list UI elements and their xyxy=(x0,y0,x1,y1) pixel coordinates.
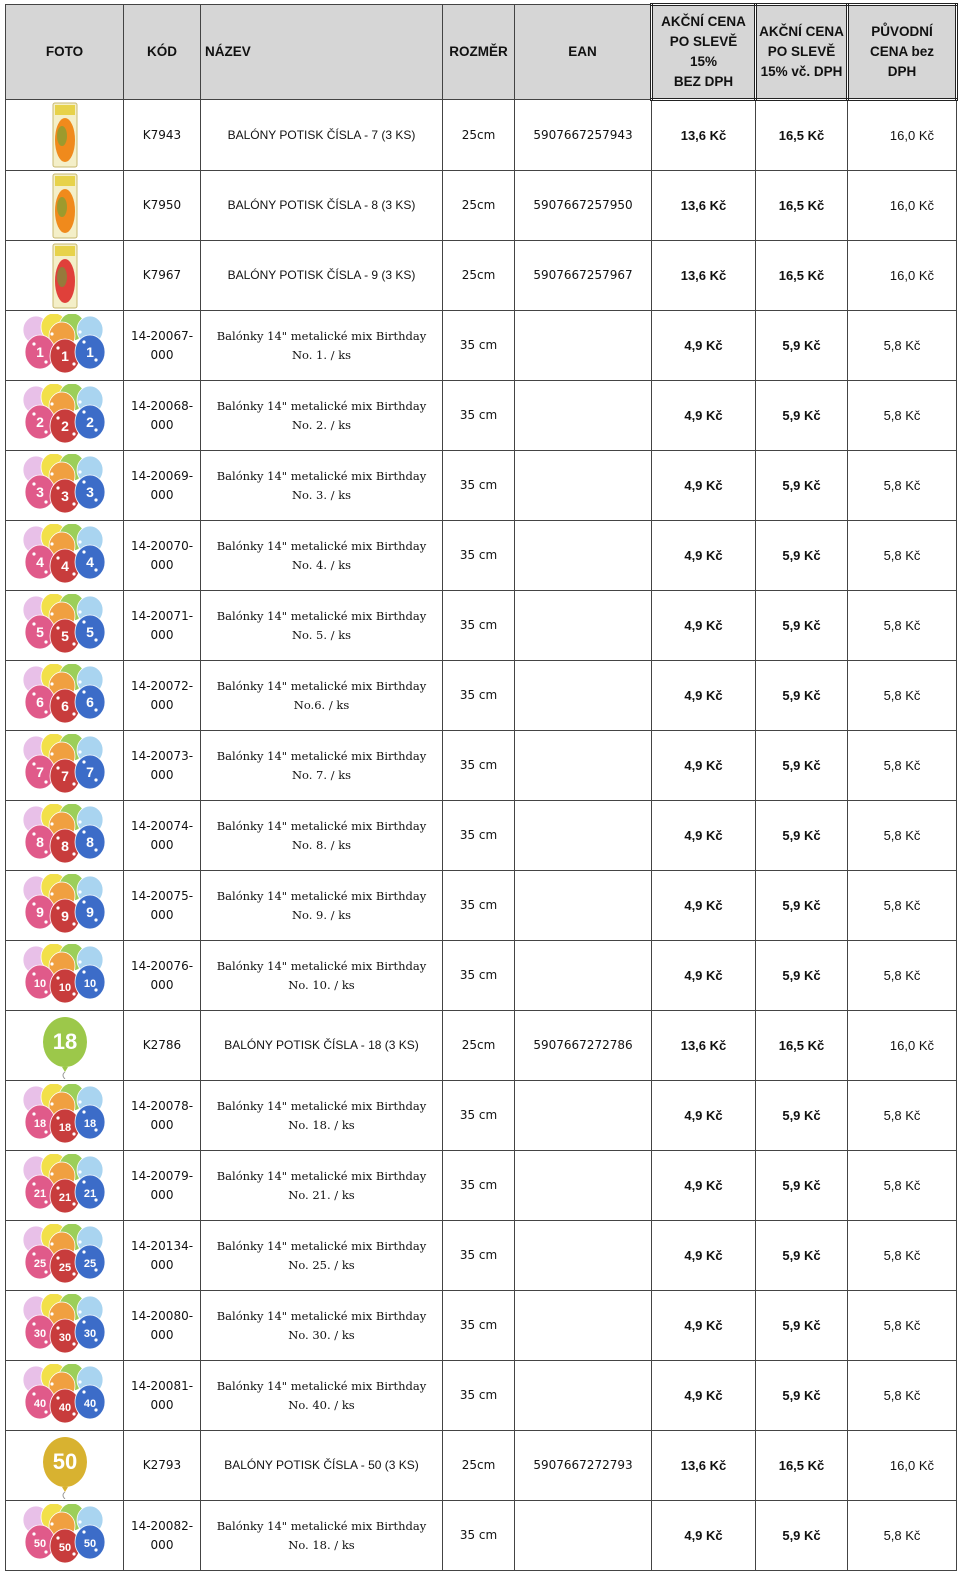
product-photo-cell xyxy=(6,1431,124,1501)
product-ean xyxy=(515,521,652,591)
product-size: 35 cm xyxy=(443,1291,515,1361)
product-ean: 5907667257950 xyxy=(515,171,652,241)
balloon-number: 1 xyxy=(85,343,94,360)
balloon-bunch-photo xyxy=(22,594,108,658)
product-size: 35 cm xyxy=(443,871,515,941)
balloon-number: 3 xyxy=(60,487,69,504)
product-code: 14-20080-000 xyxy=(124,1291,201,1361)
balloon-bunch-photo xyxy=(22,314,108,378)
product-ean xyxy=(515,1081,652,1151)
price-akcni-vc-dph: 5,9 Kč xyxy=(756,801,848,871)
price-table xyxy=(5,3,958,1571)
balloon-number: 40 xyxy=(58,1401,71,1414)
price-akcni-bez-dph: 4,9 Kč xyxy=(652,521,756,591)
gold-balloon-photo xyxy=(39,1433,91,1499)
price-puvodni: 5,8 Kč xyxy=(848,1081,957,1151)
product-ean xyxy=(515,1151,652,1221)
table-row xyxy=(6,171,957,241)
balloon-number: 8 xyxy=(35,833,44,850)
product-photo-cell xyxy=(6,801,124,871)
header-akcni-cena-bez-dph xyxy=(652,5,756,100)
balloon-number: 30 xyxy=(33,1327,46,1340)
price-akcni-bez-dph: 13,6 Kč xyxy=(652,1431,756,1501)
balloon-bunch-photo xyxy=(22,1294,108,1358)
price-akcni-vc-dph: 16,5 Kč xyxy=(756,1011,848,1081)
price-akcni-bez-dph: 13,6 Kč xyxy=(652,1011,756,1081)
balloon-number: 1 xyxy=(35,343,44,360)
price-puvodni: 16,0 Kč xyxy=(848,100,957,171)
product-name: Balónky 14" metalické mix Birthday No. 3. / ks xyxy=(201,451,443,521)
product-name: Balónky 14" metalické mix Birthday No. 18. / ks xyxy=(201,1501,443,1571)
price-akcni-bez-dph: 4,9 Kč xyxy=(652,871,756,941)
product-size: 35 cm xyxy=(443,381,515,451)
price-akcni-bez-dph: 4,9 Kč xyxy=(652,801,756,871)
product-code: 14-20069-000 xyxy=(124,451,201,521)
balloon-number: 18 xyxy=(58,1121,71,1134)
header-line: BEZ DPH xyxy=(673,74,734,89)
balloon-number: 9 xyxy=(35,903,44,920)
balloon-number: 2 xyxy=(85,413,94,430)
balloon-number: 9 xyxy=(60,907,69,924)
price-akcni-bez-dph: 13,6 Kč xyxy=(652,241,756,311)
header-line: PO SLEVĚ 15% xyxy=(669,34,738,69)
balloon-bunch-photo xyxy=(22,1224,108,1288)
product-photo-cell xyxy=(6,1081,124,1151)
product-ean xyxy=(515,451,652,521)
product-name: Balónky 14" metalické mix Birthday No. 10. / ks xyxy=(201,941,443,1011)
price-akcni-bez-dph: 4,9 Kč xyxy=(652,1501,756,1571)
product-name: Balónky 14" metalické mix Birthday No. 25. / ks xyxy=(201,1221,443,1291)
price-akcni-vc-dph: 5,9 Kč xyxy=(756,1291,848,1361)
balloon-number: 6 xyxy=(85,693,94,710)
product-code: K7950 xyxy=(124,171,201,241)
product-name: BALÓNY POTISK ČÍSLA - 18 (3 KS) xyxy=(201,1011,443,1081)
product-photo-cell xyxy=(6,241,124,311)
product-size: 35 cm xyxy=(443,941,515,1011)
balloon-pack-photo xyxy=(50,173,80,239)
balloon-number: 30 xyxy=(58,1331,71,1344)
product-size: 25cm xyxy=(443,1011,515,1081)
product-code: 14-20074-000 xyxy=(124,801,201,871)
table-row xyxy=(6,1081,957,1151)
balloon-number: 4 xyxy=(60,557,69,574)
price-akcni-vc-dph: 5,9 Kč xyxy=(756,311,848,381)
header-line: DPH xyxy=(887,64,917,79)
product-code: K2793 xyxy=(124,1431,201,1501)
product-ean xyxy=(515,591,652,661)
price-akcni-vc-dph: 5,9 Kč xyxy=(756,941,848,1011)
header-line: PO SLEVĚ xyxy=(767,44,836,59)
balloon-number: 1 xyxy=(60,347,69,364)
balloon-number: 25 xyxy=(58,1261,71,1274)
price-akcni-bez-dph: 4,9 Kč xyxy=(652,941,756,1011)
price-akcni-vc-dph: 5,9 Kč xyxy=(756,591,848,661)
balloon-number: 5 xyxy=(35,623,44,640)
product-code: 14-20068-000 xyxy=(124,381,201,451)
product-code: 14-20072-000 xyxy=(124,661,201,731)
price-puvodni: 5,8 Kč xyxy=(848,1291,957,1361)
balloon-number: 50 xyxy=(83,1537,96,1550)
price-puvodni: 5,8 Kč xyxy=(848,591,957,661)
price-akcni-vc-dph: 5,9 Kč xyxy=(756,451,848,521)
balloon-number: 18 xyxy=(52,1028,77,1054)
balloon-number: 5 xyxy=(60,627,69,644)
balloon-number: 30 xyxy=(83,1327,96,1340)
price-akcni-vc-dph: 5,9 Kč xyxy=(756,521,848,591)
product-ean: 5907667257967 xyxy=(515,241,652,311)
product-size: 35 cm xyxy=(443,521,515,591)
balloon-number: 7 xyxy=(85,763,94,780)
price-akcni-bez-dph: 4,9 Kč xyxy=(652,451,756,521)
price-akcni-bez-dph: 4,9 Kč xyxy=(652,1081,756,1151)
product-name: Balónky 14" metalické mix Birthday No. 4. / ks xyxy=(201,521,443,591)
product-photo-cell xyxy=(6,661,124,731)
product-photo-cell xyxy=(6,1291,124,1361)
product-size: 35 cm xyxy=(443,731,515,801)
price-akcni-vc-dph: 16,5 Kč xyxy=(756,171,848,241)
product-name: Balónky 14" metalické mix Birthday No. 1. / ks xyxy=(201,311,443,381)
product-photo-cell xyxy=(6,941,124,1011)
product-code: 14-20082-000 xyxy=(124,1501,201,1571)
product-code: 14-20076-000 xyxy=(124,941,201,1011)
balloon-number: 50 xyxy=(52,1448,77,1474)
product-ean xyxy=(515,941,652,1011)
product-photo-cell xyxy=(6,451,124,521)
price-puvodni: 5,8 Kč xyxy=(848,381,957,451)
product-size: 25cm xyxy=(443,171,515,241)
header-row xyxy=(6,5,957,100)
price-akcni-bez-dph: 4,9 Kč xyxy=(652,661,756,731)
balloon-pack-photo xyxy=(50,243,80,309)
product-size: 35 cm xyxy=(443,311,515,381)
balloon-bunch-photo xyxy=(22,1154,108,1218)
price-akcni-vc-dph: 16,5 Kč xyxy=(756,1431,848,1501)
product-name: Balónky 14" metalické mix Birthday No. 9. / ks xyxy=(201,871,443,941)
product-ean: 5907667272793 xyxy=(515,1431,652,1501)
product-size: 35 cm xyxy=(443,1361,515,1431)
header-nazev: NÁZEV xyxy=(201,5,443,100)
balloon-number: 9 xyxy=(85,903,94,920)
product-ean xyxy=(515,1361,652,1431)
product-size: 35 cm xyxy=(443,451,515,521)
header-puvodni-cena xyxy=(848,5,957,100)
product-photo-cell xyxy=(6,100,124,171)
product-size: 25cm xyxy=(443,1431,515,1501)
product-photo-cell xyxy=(6,1151,124,1221)
product-photo-cell xyxy=(6,1361,124,1431)
balloon-bunch-photo xyxy=(22,384,108,448)
balloon-number: 10 xyxy=(58,981,71,994)
balloon-number: 21 xyxy=(58,1191,71,1204)
table-row xyxy=(6,1221,957,1291)
balloon-bunch-photo xyxy=(22,734,108,798)
table-row xyxy=(6,871,957,941)
product-photo-cell xyxy=(6,311,124,381)
balloon-number: 10 xyxy=(33,977,46,990)
product-code: 14-20067-000 xyxy=(124,311,201,381)
product-size: 25cm xyxy=(443,241,515,311)
table-row xyxy=(6,591,957,661)
product-photo-cell xyxy=(6,171,124,241)
header-kod: KÓD xyxy=(124,5,201,100)
balloon-number: 18 xyxy=(83,1117,96,1130)
table-row xyxy=(6,1151,957,1221)
price-akcni-bez-dph: 13,6 Kč xyxy=(652,171,756,241)
product-size: 35 cm xyxy=(443,1081,515,1151)
balloon-number: 4 xyxy=(35,553,44,570)
balloon-number: 50 xyxy=(33,1537,46,1550)
balloon-number: 5 xyxy=(85,623,94,640)
product-name: BALÓNY POTISK ČÍSLA - 50 (3 KS) xyxy=(201,1431,443,1501)
product-name: BALÓNY POTISK ČÍSLA - 7 (3 KS) xyxy=(201,100,443,171)
price-akcni-vc-dph: 5,9 Kč xyxy=(756,871,848,941)
price-akcni-vc-dph: 5,9 Kč xyxy=(756,661,848,731)
balloon-number: 18 xyxy=(33,1117,46,1130)
price-akcni-bez-dph: 4,9 Kč xyxy=(652,311,756,381)
balloon-number: 25 xyxy=(33,1257,46,1270)
price-akcni-vc-dph: 5,9 Kč xyxy=(756,1151,848,1221)
product-name: Balónky 14" metalické mix Birthday No. 2. / ks xyxy=(201,381,443,451)
price-akcni-vc-dph: 16,5 Kč xyxy=(756,100,848,171)
table-row xyxy=(6,1291,957,1361)
header-line: PŮVODNÍ xyxy=(871,24,933,39)
balloon-number: 2 xyxy=(35,413,44,430)
header-line: AKČNÍ CENA xyxy=(759,24,844,39)
price-puvodni: 5,8 Kč xyxy=(848,451,957,521)
balloon-bunch-photo xyxy=(22,664,108,728)
product-name: Balónky 14" metalické mix Birthday No. 40. / ks xyxy=(201,1361,443,1431)
header-line: AKČNÍ CENA xyxy=(661,14,746,29)
product-code: 14-20079-000 xyxy=(124,1151,201,1221)
price-puvodni: 5,8 Kč xyxy=(848,801,957,871)
price-akcni-vc-dph: 16,5 Kč xyxy=(756,241,848,311)
product-code: 14-20134-000 xyxy=(124,1221,201,1291)
table-row xyxy=(6,241,957,311)
balloon-bunch-photo xyxy=(22,944,108,1008)
table-row xyxy=(6,521,957,591)
product-name: Balónky 14" metalické mix Birthday No. 8. / ks xyxy=(201,801,443,871)
product-photo-cell xyxy=(6,1011,124,1081)
price-akcni-bez-dph: 4,9 Kč xyxy=(652,591,756,661)
balloon-number: 40 xyxy=(33,1397,46,1410)
table-row xyxy=(6,100,957,171)
balloon-number: 6 xyxy=(60,697,69,714)
price-list-sheet xyxy=(5,3,956,1571)
header-foto: FOTO xyxy=(6,5,124,100)
price-puvodni: 16,0 Kč xyxy=(848,1431,957,1501)
product-ean xyxy=(515,1221,652,1291)
balloon-bunch-photo xyxy=(22,1504,108,1568)
product-name: Balónky 14" metalické mix Birthday No. 7. / ks xyxy=(201,731,443,801)
product-size: 35 cm xyxy=(443,1151,515,1221)
balloon-number: 21 xyxy=(83,1187,96,1200)
header-line: 15% vč. DPH xyxy=(760,64,843,79)
balloon-number: 7 xyxy=(35,763,44,780)
balloon-number: 21 xyxy=(33,1187,46,1200)
product-name: Balónky 14" metalické mix Birthday No. 30. / ks xyxy=(201,1291,443,1361)
price-puvodni: 5,8 Kč xyxy=(848,731,957,801)
product-name: BALÓNY POTISK ČÍSLA - 9 (3 KS) xyxy=(201,241,443,311)
header-rozmer: ROZMĚR xyxy=(443,5,515,100)
price-akcni-bez-dph: 4,9 Kč xyxy=(652,1151,756,1221)
balloon-number: 25 xyxy=(83,1257,96,1270)
green-balloon-photo xyxy=(39,1013,91,1079)
product-size: 35 cm xyxy=(443,1221,515,1291)
price-puvodni: 5,8 Kč xyxy=(848,871,957,941)
balloon-number: 6 xyxy=(35,693,44,710)
product-ean: 5907667272786 xyxy=(515,1011,652,1081)
table-row xyxy=(6,1361,957,1431)
balloon-bunch-photo xyxy=(22,804,108,868)
balloon-number: 10 xyxy=(83,977,96,990)
product-ean xyxy=(515,731,652,801)
product-photo-cell xyxy=(6,731,124,801)
header-line: CENA bez xyxy=(869,44,934,59)
balloon-number: 2 xyxy=(60,417,69,434)
table-body xyxy=(6,100,957,1571)
balloon-bunch-photo xyxy=(22,1364,108,1428)
price-akcni-vc-dph: 5,9 Kč xyxy=(756,1361,848,1431)
price-puvodni: 5,8 Kč xyxy=(848,661,957,731)
product-size: 35 cm xyxy=(443,591,515,661)
product-code: 14-20073-000 xyxy=(124,731,201,801)
product-ean xyxy=(515,1291,652,1361)
product-code: K2786 xyxy=(124,1011,201,1081)
product-code: 14-20070-000 xyxy=(124,521,201,591)
table-row xyxy=(6,801,957,871)
balloon-number: 8 xyxy=(60,837,69,854)
table-row xyxy=(6,1011,957,1081)
price-akcni-vc-dph: 5,9 Kč xyxy=(756,731,848,801)
balloon-number: 50 xyxy=(58,1541,71,1554)
product-code: 14-20081-000 xyxy=(124,1361,201,1431)
price-akcni-bez-dph: 4,9 Kč xyxy=(652,731,756,801)
price-akcni-bez-dph: 4,9 Kč xyxy=(652,1291,756,1361)
product-ean xyxy=(515,871,652,941)
price-akcni-vc-dph: 5,9 Kč xyxy=(756,1501,848,1571)
price-akcni-bez-dph: 4,9 Kč xyxy=(652,1221,756,1291)
product-photo-cell xyxy=(6,1501,124,1571)
product-ean xyxy=(515,1501,652,1571)
product-size: 35 cm xyxy=(443,1501,515,1571)
product-size: 25cm xyxy=(443,100,515,171)
table-row xyxy=(6,1501,957,1571)
price-puvodni: 5,8 Kč xyxy=(848,1151,957,1221)
table-row xyxy=(6,451,957,521)
product-code: 14-20071-000 xyxy=(124,591,201,661)
product-code: K7967 xyxy=(124,241,201,311)
price-puvodni: 5,8 Kč xyxy=(848,1501,957,1571)
product-photo-cell xyxy=(6,381,124,451)
price-akcni-vc-dph: 5,9 Kč xyxy=(756,1081,848,1151)
price-akcni-bez-dph: 4,9 Kč xyxy=(652,1361,756,1431)
table-row xyxy=(6,381,957,451)
price-akcni-vc-dph: 5,9 Kč xyxy=(756,381,848,451)
product-ean xyxy=(515,661,652,731)
price-puvodni: 5,8 Kč xyxy=(848,1361,957,1431)
product-ean: 5907667257943 xyxy=(515,100,652,171)
product-photo-cell xyxy=(6,591,124,661)
product-ean xyxy=(515,801,652,871)
balloon-number: 3 xyxy=(35,483,44,500)
product-size: 35 cm xyxy=(443,801,515,871)
product-photo-cell xyxy=(6,1221,124,1291)
balloon-number: 8 xyxy=(85,833,94,850)
price-akcni-vc-dph: 5,9 Kč xyxy=(756,1221,848,1291)
table-row xyxy=(6,731,957,801)
balloon-number: 4 xyxy=(85,553,94,570)
price-puvodni: 5,8 Kč xyxy=(848,311,957,381)
table-row xyxy=(6,661,957,731)
product-name: Balónky 14" metalické mix Birthday No. 5. / ks xyxy=(201,591,443,661)
price-akcni-bez-dph: 13,6 Kč xyxy=(652,100,756,171)
balloon-number: 3 xyxy=(85,483,94,500)
product-ean xyxy=(515,311,652,381)
product-code: 14-20078-000 xyxy=(124,1081,201,1151)
price-puvodni: 16,0 Kč xyxy=(848,1011,957,1081)
balloon-pack-photo xyxy=(50,102,80,168)
product-code: 14-20075-000 xyxy=(124,871,201,941)
product-name: Balónky 14" metalické mix Birthday No. 18. / ks xyxy=(201,1081,443,1151)
balloon-bunch-photo xyxy=(22,874,108,938)
price-puvodni: 5,8 Kč xyxy=(848,941,957,1011)
product-ean xyxy=(515,381,652,451)
price-puvodni: 16,0 Kč xyxy=(848,241,957,311)
header-ean: EAN xyxy=(515,5,652,100)
product-name: Balónky 14" metalické mix Birthday No.6. / ks xyxy=(201,661,443,731)
table-row xyxy=(6,1431,957,1501)
product-photo-cell xyxy=(6,521,124,591)
table-row xyxy=(6,311,957,381)
balloon-bunch-photo xyxy=(22,454,108,518)
product-photo-cell xyxy=(6,871,124,941)
table-row xyxy=(6,941,957,1011)
product-name: BALÓNY POTISK ČÍSLA - 8 (3 KS) xyxy=(201,171,443,241)
price-puvodni: 5,8 Kč xyxy=(848,521,957,591)
balloon-number: 40 xyxy=(83,1397,96,1410)
price-puvodni: 16,0 Kč xyxy=(848,171,957,241)
product-code: K7943 xyxy=(124,100,201,171)
price-puvodni: 5,8 Kč xyxy=(848,1221,957,1291)
balloon-number: 7 xyxy=(60,767,69,784)
header-akcni-cena-vc-dph xyxy=(756,5,848,100)
balloon-bunch-photo xyxy=(22,1084,108,1148)
product-size: 35 cm xyxy=(443,661,515,731)
product-name: Balónky 14" metalické mix Birthday No. 21. / ks xyxy=(201,1151,443,1221)
balloon-bunch-photo xyxy=(22,524,108,588)
price-akcni-bez-dph: 4,9 Kč xyxy=(652,381,756,451)
